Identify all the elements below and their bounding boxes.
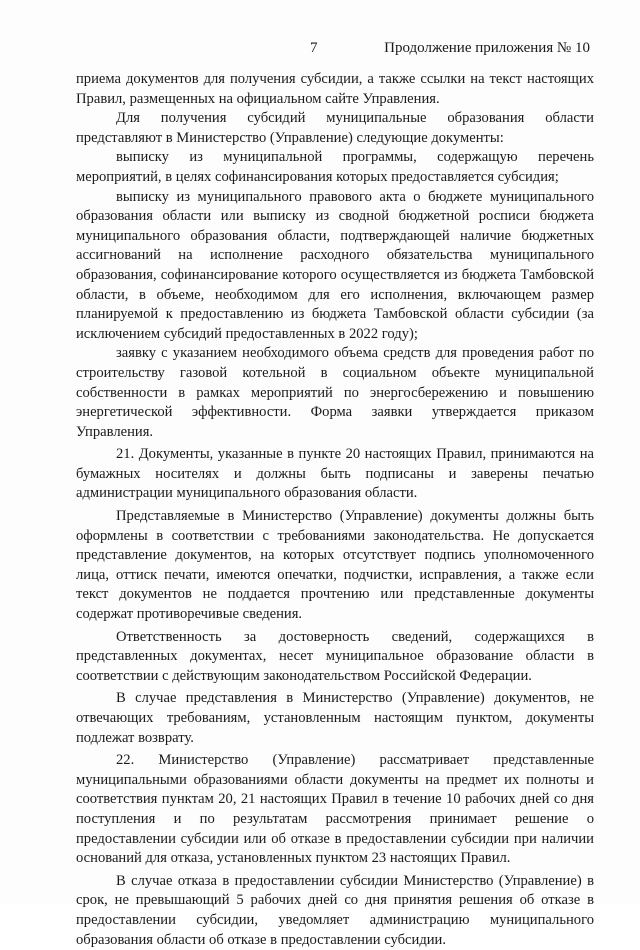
paragraph-refusal-notice: В случае отказа в предоставлении субсидии Министерство (Управление) в срок, не превышающий 5 рабочих дней со дня принятия решения об отказе в предоставлении субсидии, уведомляет администрацию муниципального образования области об отказе в предоставлении субсидии. bbox=[76, 872, 594, 948]
paragraph-responsibility: Ответственность за достоверность сведений, содержащихся в представленных документах, несет муниципальное образование области в соответствии с действующим законодательством Российской Федерации. bbox=[76, 628, 594, 684]
paragraph-clause-22: 22. Министерство (Управление) рассматривает представленные муниципальными образованиями области документы на предмет их полноты и соответствия пунктам 20, 21 настоящих Правил в течение 10 рабочих дней со дня поступления и по результатам рассмотрения принимает решение о предоставлении субсидии или об отказе в предоставлении субсидии при наличии оснований для отказа, установленных пунктом 23 настоящих Правил. bbox=[76, 752, 594, 867]
paragraph-document-requirements: Представляемые в Министерство (Управление) документы должны быть оформлены в соответствии с требованиями законодательства. Не допускается представление документов, на которых отсутствует подпись уполномоченного лица, оттиск печати, имеются опечатки, подчистки, исправления, а также если текст документов не поддается прочтению или представленные документы содержат противоречивые сведения. bbox=[76, 508, 594, 623]
paragraph-budget-extract: выписку из муниципального правового акта о бюджете муниципального образования области или выписку из сводной бюджетной росписи бюджета муниципального образования области, подтверждающей наличие бюджетных ассигнований на исполнение расходного обязательства муниципального образования, софинансирование которого осуществляется из бюджета Тамбовской области, в объеме, необходимом для его исполнения, включающем размер планируемой к предоставлению из бюджета Тамбовской области субсидии (за исключением субсидий предоставленных в 2022 году); bbox=[76, 188, 594, 342]
page-number: 7 bbox=[310, 40, 318, 56]
paragraph-continuation: приема документов для получения субсидии, а также ссылки на текст настоящих Правил, размещенных на официальном сайте Управления. bbox=[76, 71, 594, 107]
paragraph-documents-list-intro: Для получения субсидий муниципальные образования области представляют в Министерство (Управление) следующие документы: bbox=[76, 110, 594, 146]
paragraph-clause-21: 21. Документы, указанные в пункте 20 настоящих Правил, принимаются на бумажных носителях и должны быть подписаны и заверены печатью администрации муниципального образования области. bbox=[76, 446, 594, 502]
paragraph-return: В случае представления в Министерство (Управление) документов, не отвечающих требованиям, установленным настоящим пунктом, документы подлежат возврату. bbox=[76, 690, 594, 746]
appendix-continuation-note: Продолжение приложения № 10 bbox=[384, 40, 590, 56]
paragraph-program-extract: выписку из муниципальной программы, содержащую перечень мероприятий, в целях софинансирования которых предоставляется субсидия; bbox=[76, 149, 594, 185]
document-body bbox=[76, 70, 594, 950]
paragraph-application: заявку с указанием необходимого объема средств для проведения работ по строительству газовой котельной в социальном объекте муниципальной собственности в рамках мероприятий по энергосбережению и повышению энергетической эффективности. Форма заявки утверждается приказом Управления. bbox=[76, 345, 594, 440]
